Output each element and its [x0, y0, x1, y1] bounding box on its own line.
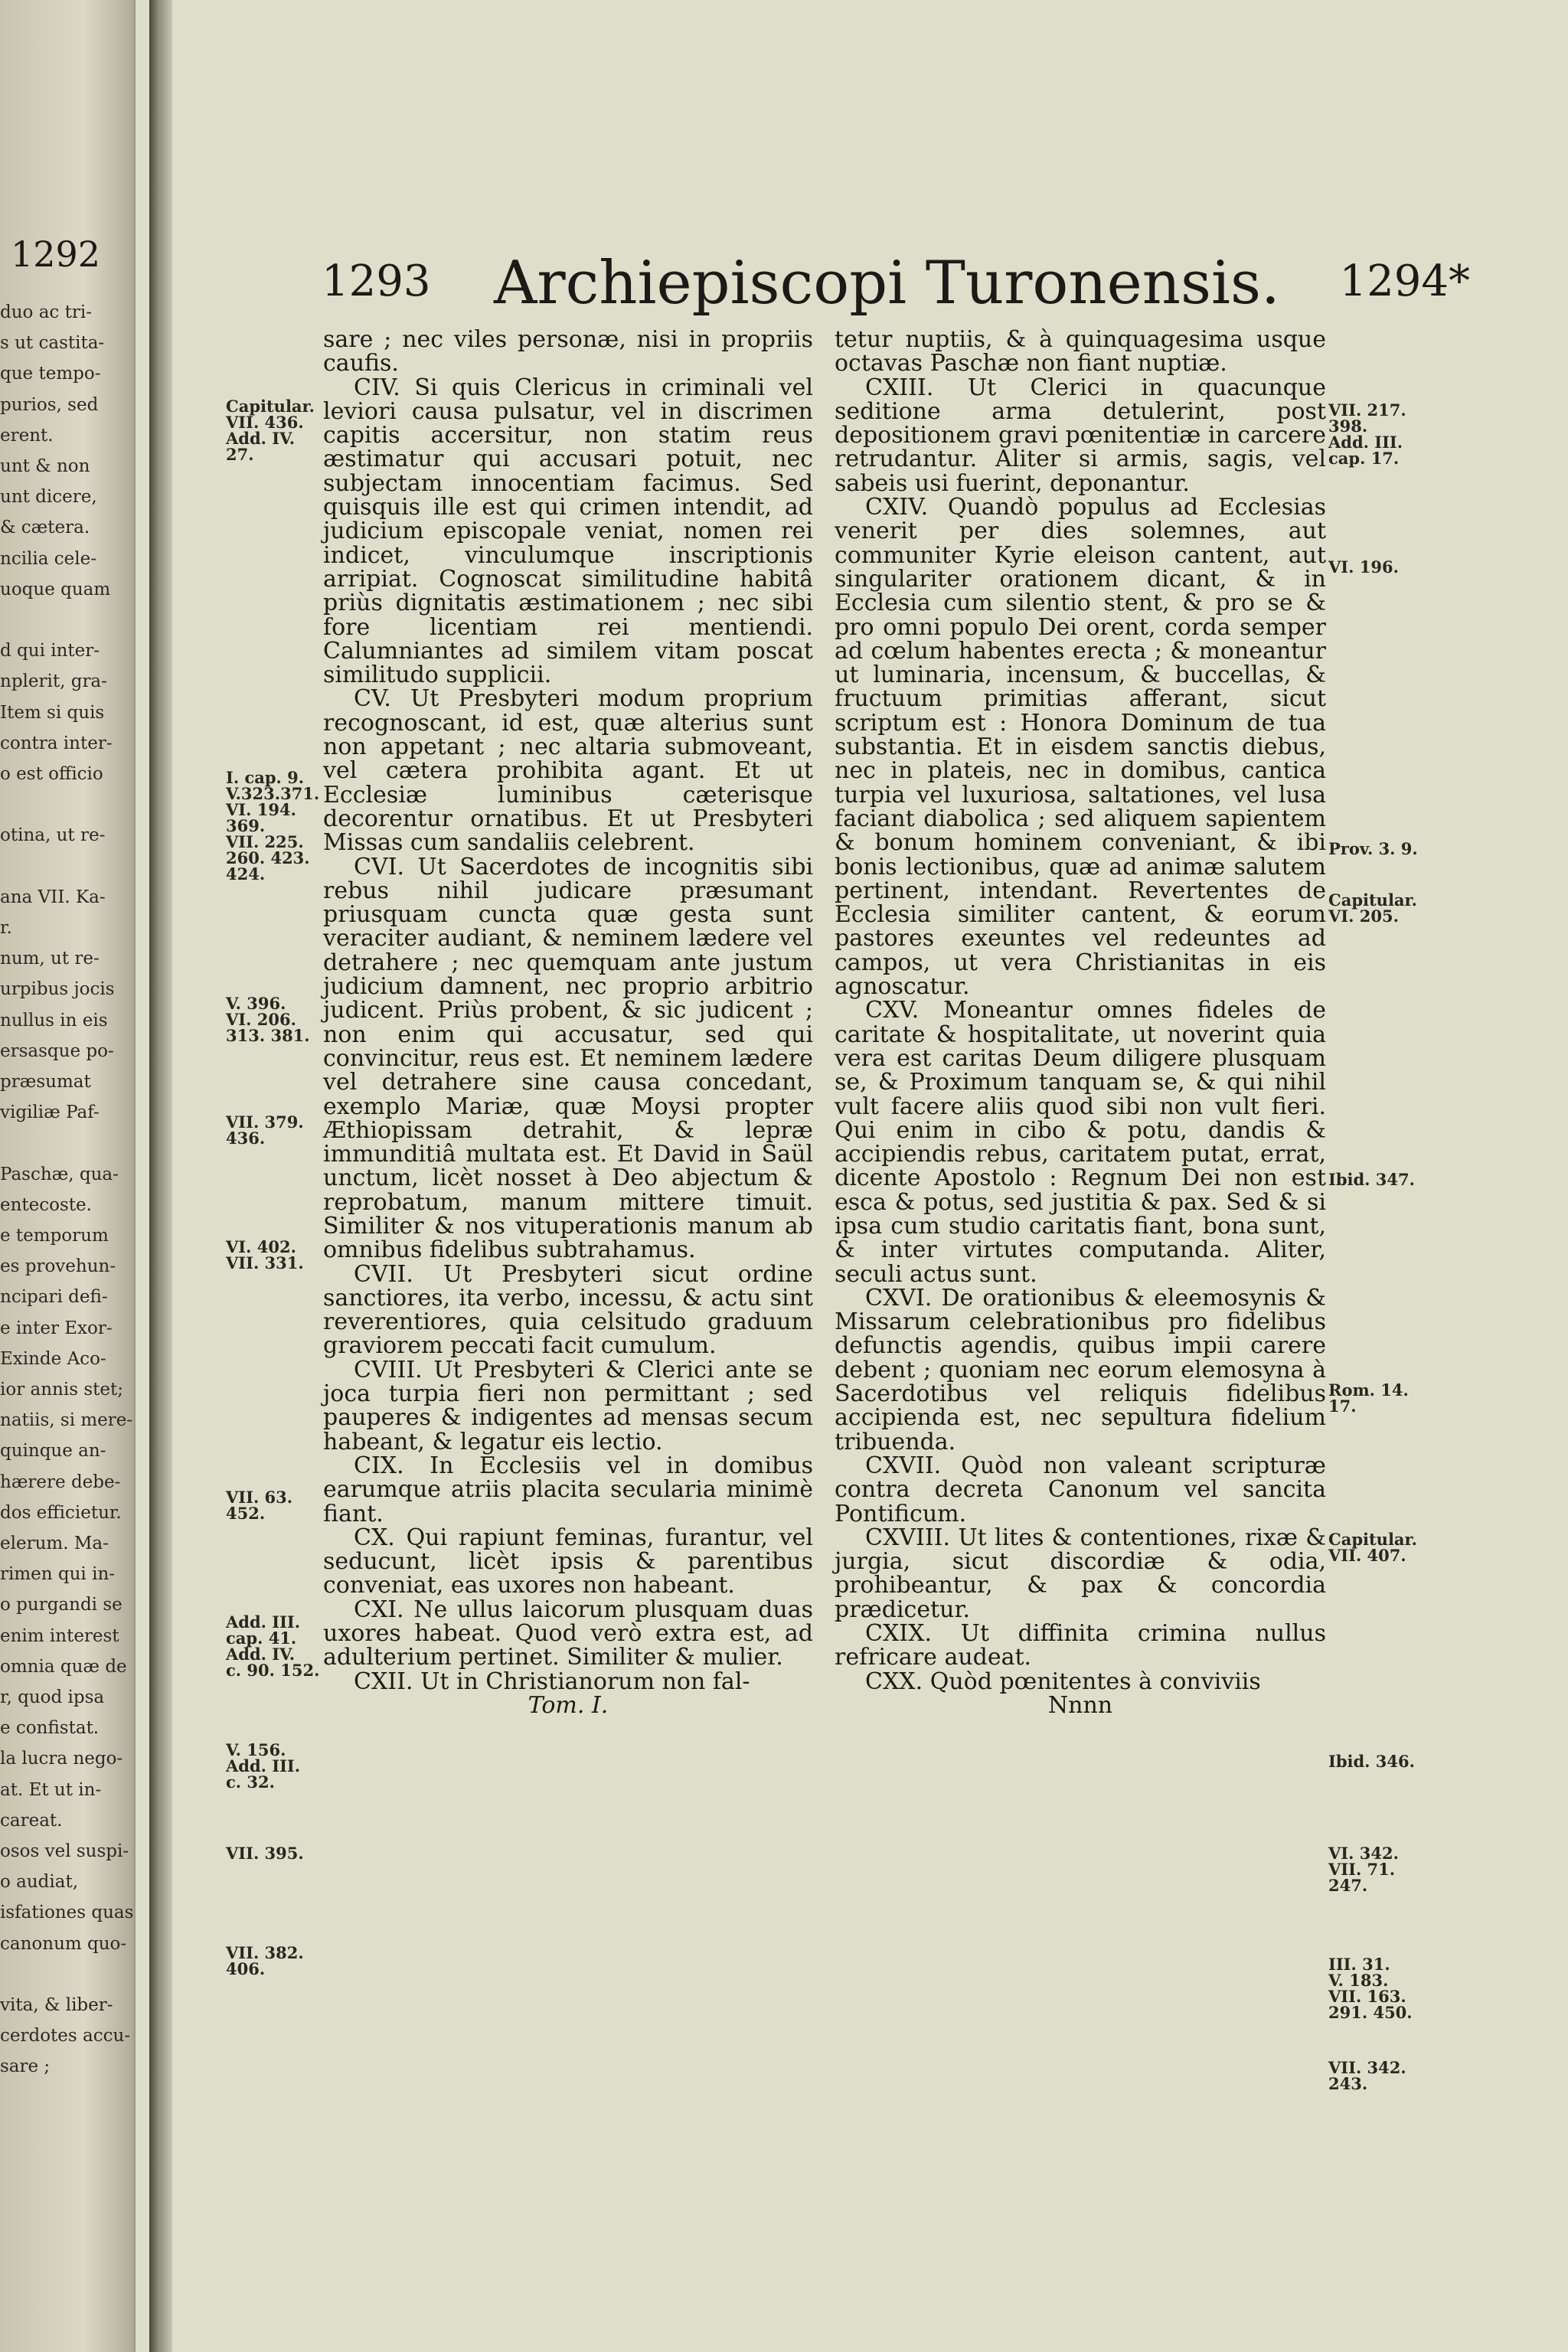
- previous-page-line: isfationes quas: [0, 1903, 134, 1923]
- paragraph: CXIII. Ut Clerici in quacunque seditione arma detulerint, post depositionem gravi pœnitentiæ in carcere retrudantur. Aliter si armis, sagis, vel sabeis usi fuerint, deponantur.: [835, 374, 1326, 497]
- page-number-right: 1294*: [1339, 256, 1470, 306]
- previous-page-line: erent.: [0, 425, 54, 446]
- margin-note-right: Rom. 14. 17.: [1328, 1380, 1409, 1416]
- previous-page-line: d qui inter-: [0, 641, 100, 662]
- previous-page-line: la lucra nego-: [0, 1749, 123, 1769]
- previous-page-line: osos vel suspi-: [0, 1841, 129, 1861]
- paragraph: CXIV. Quandò populus ad Ecclesias venerit per dies solemnes, aut communiter Kyrie eleison cantent, aut singulariter orationem dicant, & in Ecclesia cum silentio stent, & pro se & pro omni populo Dei orent, corda semper ad cœlum habentes erecta ; & moneantur ut luminaria, incensum, & buccellas, & fructuum primitias afferant, sicut scriptum est : Honora Dominum de tua substantia. Et in eisdem sanctis diebus, nec in plateis, nec in domibus, cantica turpia vel luxuriosa, saltationes, vel lusa faciant diabolica ; sed aliquem sapientem & bonum hominem conveniant, & ibi bonis lectionibus, quæ ad animæ salutem pertinent, intendant. Revertentes de Ecclesia similiter cantent, & eorum pastores exeuntes vel redeuntes ad campos, ut vera Christianitas in eis agnoscatur.: [835, 494, 1326, 1001]
- previous-page-line: duo ac tri-: [0, 302, 92, 322]
- previous-page-line: nplerit, gra-: [0, 671, 107, 692]
- previous-page-line: hærere debe-: [0, 1472, 121, 1492]
- previous-page-line: e confistat.: [0, 1718, 100, 1739]
- previous-page-line: cerdotes accu-: [0, 2026, 131, 2047]
- paragraph: CXV. Moneantur omnes fideles de caritate & hospitalitate, ut noverint quia vera est caritas Deum diligere plusquam se, & Proximum tanquam se, & qui nihil vult facere aliis quod sibi non vult fieri. Qui enim in cibo & potu, dandis & accipiendis rebus, caritatem putat, errat, dicente Apostolo : Regnum Dei non est esca & potus, sed justitia & pax. Sed & si ipsa cum studio caritatis fiant, bona sunt, & inter virtutes computanda. Aliter, seculi actus sunt.: [835, 997, 1326, 1288]
- page-header: [322, 249, 1470, 318]
- margin-note-right: Prov. 3. 9.: [1328, 839, 1418, 858]
- paragraph: CVII. Ut Presbyteri sicut ordine sanctiores, ita verbo, incessu, & actu sint reverentiores, quia celsitudo graduum graviorem peccati facit cumulum.: [323, 1260, 813, 1360]
- previous-page-line: r.: [0, 918, 12, 938]
- paragraph: CXVIII. Ut lites & contentiones, rixæ & jurgia, sicut discordiæ & odia, prohibeantur, & pax & concordia prædicetur.: [835, 1524, 1326, 1623]
- previous-page-line: contra inter-: [0, 733, 113, 753]
- previous-page-line: sare ;: [0, 2056, 51, 2077]
- previous-page-line: ana VII. Ka-: [0, 887, 106, 907]
- margin-note-left: VI. 402. VII. 331.: [226, 1237, 304, 1272]
- paragraph: CIX. In Ecclesiis vel in domibus earumque atriis placita secularia minimè fiant.: [323, 1452, 813, 1527]
- margin-note-right: VI. 196.: [1328, 557, 1399, 577]
- margin-note-right: III. 31. V. 183. VII. 163. 291. 450.: [1328, 1955, 1413, 2022]
- previous-page-line: vigiliæ Paf-: [0, 1102, 100, 1123]
- book-gutter: [149, 0, 172, 2352]
- previous-page-line: o est officio: [0, 764, 103, 784]
- paragraph: CIV. Si quis Clericus in criminali vel leviori causa pulsatur, vel in discrimen capitis accersitur, non statim reus æstimatur qui accusari potuit, nec subjectam innocentiam facimus. Sed quisquis ille est qui crimen intendit, ad judicium episcopale veniat, nomen rei indicet, vinculumque inscriptionis arripiat. Cognoscat similitudine habitâ priùs dignitatis æstimationem ; nec sibi fore licentiam rei mentiendi. Calumniantes ad similem vitam poscat similitudo supplicii.: [323, 374, 813, 689]
- previous-page-line: & cætera.: [0, 518, 90, 538]
- margin-note-left: VII. 395.: [226, 1844, 304, 1863]
- previous-page-line: otina, ut re-: [0, 825, 106, 846]
- previous-page-line: Exinde Aco-: [0, 1348, 106, 1369]
- paragraph: CVI. Ut Sacerdotes de incognitis sibi rebus nihil judicare præsumant priusquam cuncta quæ gesta sunt veraciter audiant, & neminem lædere vel detrahere ; nec quemquam ante justum judicium damnent, nec proprio arbitrio judicent. Priùs probent, & sic judicent ; non enim qui accusatur, sed qui convincitur, reus est. Et neminem lædere vel detrahere sine causa concedant, exemplo Mariæ, quæ Moysi propter Æthiopissam detrahit, & lepræ immunditiâ multata est. Et David in Saül unctum, licèt nosset à Deo abjectum & reprobatum, manum mittere timuit. Similiter & nos vituperationis manum ab omnibus fidelibus subtrahamus.: [323, 853, 813, 1264]
- paragraph: CXIX. Ut diffinita crimina nullus refricare audeat.: [835, 1620, 1326, 1671]
- previous-page-line: r, quod ipsa: [0, 1687, 105, 1707]
- previous-page-line: es provehun-: [0, 1256, 116, 1277]
- paragraph: CV. Ut Presbyteri modum proprium recognoscant, id est, quæ alterius sunt non appetant ; nec altaria submoveant, vel cætera prohibita agant. Et ut Ecclesiæ luminibus cæterisque decorentur ornatibus. Et ut Presbyteri Missas cum sandaliis celebrent.: [323, 685, 813, 857]
- previous-page-line: nullus in eis: [0, 1010, 108, 1031]
- previous-page-line: ncilia cele-: [0, 548, 97, 569]
- previous-page-line: s ut castita-: [0, 333, 105, 354]
- previous-page-line: que tempo-: [0, 364, 101, 384]
- paragraph: tetur nuptiis, & à quinquagesima usque octavas Paschæ non fiant nuptiæ.: [835, 326, 1326, 377]
- previous-page-line: elerum. Ma-: [0, 1534, 109, 1553]
- paragraph: CXX. Quòd pœnitentes à conviviis: [865, 1668, 1261, 1695]
- previous-page-line: e temporum: [0, 1226, 109, 1246]
- previous-page-line: rimen qui in-: [0, 1564, 116, 1585]
- margin-note-right: Capitular. VII. 407.: [1328, 1530, 1417, 1565]
- left-text-column: [323, 328, 813, 1717]
- margin-note-left: VII. 63. 452.: [226, 1488, 293, 1523]
- margin-note-left: V. 396. VI. 206. 313. 381.: [226, 994, 310, 1045]
- previous-page-line: præsumat: [0, 1072, 91, 1092]
- previous-page-line: o purgandi se: [0, 1595, 122, 1615]
- previous-page-line: at. Et ut in-: [0, 1779, 102, 1800]
- paragraph: CXVI. De orationibus & eleemosynis & Missarum celebrationibus pro fidelibus defunctis agendis, quibus impii carere debent ; quoniam nec eorum elemosyna à Sacerdotibus vel reliquis fidelibus accipienda est, nec sepultura fidelium tribuenda.: [835, 1284, 1326, 1455]
- margin-note-right: Ibid. 347.: [1328, 1170, 1415, 1189]
- previous-page-number: 1292: [11, 234, 101, 275]
- previous-page-line: unt dicere,: [0, 487, 97, 508]
- previous-page-line: vita, & liber-: [0, 1995, 113, 2015]
- margin-note-right: VII. 217. 398. Add. III. cap. 17.: [1328, 400, 1406, 468]
- previous-page-line: o audiat,: [0, 1872, 79, 1893]
- previous-page-line: canonum quo-: [0, 1933, 127, 1954]
- paragraph: CXI. Ne ullus laicorum plusquam duas uxores habeat. Quod verò extra est, ad adulterium pertinet. Similiter & mulier.: [323, 1596, 813, 1671]
- paragraph: CXII. Ut in Christianorum non fal-: [354, 1668, 750, 1695]
- margin-note-left: VII. 382. 406.: [226, 1943, 304, 1978]
- paragraph: CVIII. Ut Presbyteri & Clerici ante se joca turpia fieri non permittant ; sed pauperes & indigentes ad mensas secum habeant, & legatur eis lectio.: [323, 1356, 813, 1455]
- page-title: Archiepiscopi Turonensis.: [494, 249, 1280, 318]
- previous-page-line: uoque quam: [0, 579, 111, 599]
- previous-page-line: Paschæ, qua-: [0, 1164, 119, 1184]
- paragraph: sare ; nec viles personæ, nisi in propriis caufis.: [323, 326, 813, 377]
- previous-page-line: omnia quæ de: [0, 1656, 127, 1677]
- previous-page-line: dos efficietur.: [0, 1502, 122, 1523]
- margin-note-right: VI. 342. VII. 71. 247.: [1328, 1844, 1399, 1895]
- signature-mark: Nnnn: [1047, 1691, 1113, 1719]
- previous-page-line: natiis, si mere-: [0, 1410, 133, 1431]
- previous-page-line: enim interest: [0, 1625, 119, 1646]
- margin-note-left: I. cap. 9. V.323.371. VI. 194. 369. VII. 225. 260. 423. 424.: [226, 768, 320, 884]
- margin-note-left: V. 156. Add. III. c. 32.: [226, 1740, 301, 1792]
- margin-note-left: VII. 379. 436.: [226, 1112, 304, 1148]
- margin-note-right: Capitular. VI. 205.: [1328, 890, 1417, 926]
- previous-page-line: ncipari defi-: [0, 1287, 108, 1308]
- paragraph: CX. Qui rapiunt feminas, furantur, vel seducunt, licèt ipsis & parentibus conveniat, eas uxores non habeant.: [323, 1524, 813, 1599]
- margin-note-left: Add. III. cap. 41. Add. IV. c. 90. 152.: [226, 1612, 320, 1680]
- previous-page-line: e inter Exor-: [0, 1318, 113, 1338]
- previous-page-line: purios, sed: [0, 394, 99, 415]
- previous-page-line: num, ut re-: [0, 949, 100, 969]
- previous-page-line: ior annis stet;: [0, 1380, 123, 1400]
- paragraph: CXVII. Quòd non valeant scripturæ contra decreta Canonum vel sancita Pontificum.: [835, 1452, 1326, 1527]
- right-text-column: [835, 328, 1326, 1717]
- previous-page: [0, 0, 153, 2352]
- margin-note-right: Ibid. 346.: [1328, 1752, 1415, 1771]
- previous-page-line: quinque an-: [0, 1441, 106, 1462]
- previous-page-line: careat.: [0, 1810, 63, 1831]
- previous-page-line: Item si quis: [0, 702, 105, 723]
- previous-page-line: unt & non: [0, 456, 90, 476]
- margin-note-left: Capitular. VII. 436. Add. IV. 27.: [226, 397, 315, 464]
- previous-page-line: urpibus jocis: [0, 979, 115, 1000]
- previous-page-line: entecoste.: [0, 1194, 92, 1215]
- previous-page-line: ersasque po-: [0, 1040, 114, 1061]
- page-number-left: 1293: [322, 256, 431, 306]
- margin-note-right: VII. 342. 243.: [1328, 2058, 1406, 2093]
- volume-mark: Tom. I.: [528, 1691, 609, 1719]
